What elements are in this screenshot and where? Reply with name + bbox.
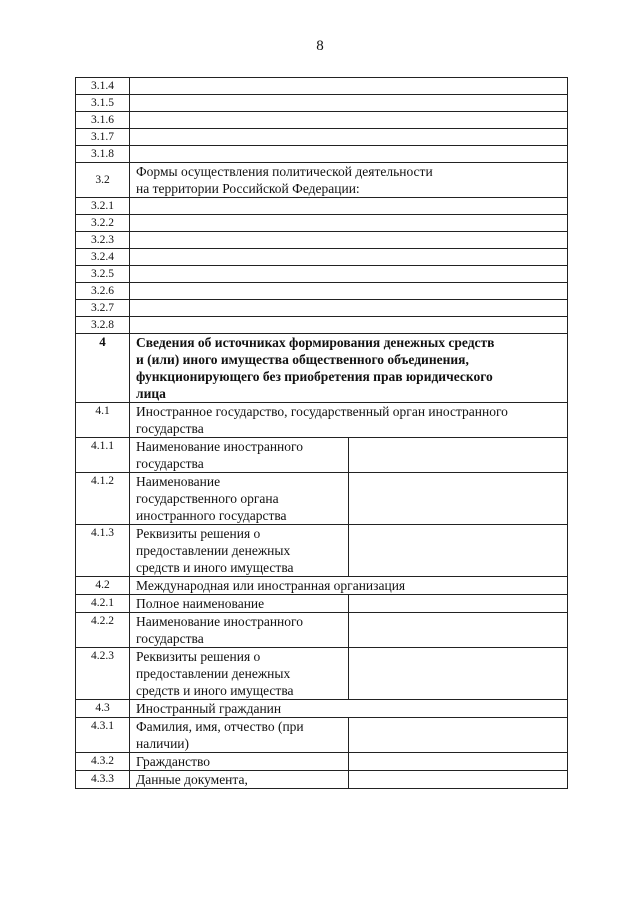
- row-content: [130, 129, 568, 146]
- label-line: Наименование иностранного: [136, 614, 303, 629]
- table-row: [76, 317, 568, 334]
- row-number: 3.2: [76, 163, 130, 198]
- table-row: [76, 753, 568, 771]
- table-row: [76, 300, 568, 317]
- row-number: 4.1: [76, 403, 130, 438]
- row-number: 4: [76, 334, 130, 403]
- label-line: Наименование иностранного: [136, 439, 303, 454]
- table-row: [76, 648, 568, 700]
- table-row: [76, 249, 568, 266]
- row-number: 4.3.3: [76, 771, 130, 789]
- label-line: Реквизиты решения о: [136, 526, 261, 541]
- row-number: 3.1.5: [76, 95, 130, 112]
- row-number: 3.2.6: [76, 283, 130, 300]
- section-4-1-row: [76, 403, 568, 438]
- row-number: 4.1.2: [76, 473, 130, 525]
- table-row: [76, 525, 568, 577]
- label-line: государства: [136, 456, 204, 471]
- table-row: [76, 232, 568, 249]
- table-row: [76, 283, 568, 300]
- field-value: [349, 753, 568, 771]
- table-row: [76, 78, 568, 95]
- label-line: Данные документа,: [136, 772, 248, 787]
- row-number: 4.2.2: [76, 613, 130, 648]
- row-content: [130, 112, 568, 129]
- row-number: 3.1.7: [76, 129, 130, 146]
- label-line: Реквизиты решения о: [136, 649, 261, 664]
- section-4-2-row: [76, 577, 568, 595]
- table-row: [76, 112, 568, 129]
- section-3-2-row: [76, 163, 568, 198]
- table-row: [76, 718, 568, 753]
- title-line: на территории Российской Федерации:: [136, 181, 360, 196]
- row-content: [130, 249, 568, 266]
- field-label: [130, 753, 349, 771]
- section-4-row: [76, 334, 568, 403]
- label-line: наличии): [136, 736, 190, 751]
- row-number: 3.1.8: [76, 146, 130, 163]
- title-line: Сведения об источниках формирования денежных средств: [136, 335, 495, 350]
- field-label: [130, 613, 349, 648]
- row-content: [130, 300, 568, 317]
- section-title: [130, 403, 568, 438]
- field-label: [130, 718, 349, 753]
- row-number: 3.2.7: [76, 300, 130, 317]
- row-number: 4.1.1: [76, 438, 130, 473]
- title-line: государства: [136, 421, 204, 436]
- row-number: 3.2.8: [76, 317, 130, 334]
- form-table: [75, 77, 568, 789]
- label-line: предоставлении денежных: [136, 666, 291, 681]
- label-line: государственного органа: [136, 491, 279, 506]
- table-row: [76, 266, 568, 283]
- field-value: [349, 648, 568, 700]
- table-row: [76, 146, 568, 163]
- table-row: [76, 613, 568, 648]
- section-title: Международная или иностранная организация: [130, 577, 568, 595]
- label-line: Полное наименование: [136, 596, 265, 611]
- row-content: [130, 317, 568, 334]
- field-value: [349, 771, 568, 789]
- label-line: иностранного государства: [136, 508, 287, 523]
- field-label: [130, 771, 349, 789]
- row-number: 3.1.4: [76, 78, 130, 95]
- title-line: Формы осуществления политической деятельности: [136, 164, 433, 179]
- table-row: [76, 595, 568, 613]
- field-label: [130, 525, 349, 577]
- table-row: [76, 95, 568, 112]
- field-value: [349, 613, 568, 648]
- row-number: 4.2.3: [76, 648, 130, 700]
- label-line: Наименование: [136, 474, 221, 489]
- row-number: 3.2.1: [76, 198, 130, 215]
- row-number: 3.2.4: [76, 249, 130, 266]
- label-line: государства: [136, 631, 204, 646]
- section-4-3-row: [76, 700, 568, 718]
- page-number: 8: [316, 38, 324, 54]
- field-label: [130, 595, 349, 613]
- table-row: [76, 771, 568, 789]
- row-number: 4.3.2: [76, 753, 130, 771]
- row-content: [130, 215, 568, 232]
- row-number: 4.2: [76, 577, 130, 595]
- title-line: Иностранное государство, государственный орган иностранного: [136, 404, 508, 419]
- field-value: [349, 718, 568, 753]
- field-value: [349, 525, 568, 577]
- row-number: 4.3.1: [76, 718, 130, 753]
- field-value: [349, 473, 568, 525]
- field-label: [130, 438, 349, 473]
- row-number: 4.3: [76, 700, 130, 718]
- row-content: [130, 232, 568, 249]
- table-row: [76, 198, 568, 215]
- row-number: 3.2.5: [76, 266, 130, 283]
- section-title: [130, 163, 568, 198]
- title-line: функционирующего без приобретения прав юридического: [136, 369, 493, 384]
- label-line: средств и иного имущества: [136, 683, 294, 698]
- row-content: [130, 95, 568, 112]
- row-number: 4.2.1: [76, 595, 130, 613]
- section-title: Иностранный гражданин: [130, 700, 568, 718]
- row-number: 3.1.6: [76, 112, 130, 129]
- label-line: предоставлении денежных: [136, 543, 291, 558]
- field-value: [349, 595, 568, 613]
- table-row: [76, 215, 568, 232]
- label-line: Фамилия, имя, отчество (при: [136, 719, 304, 734]
- title-line: лица: [136, 386, 166, 401]
- row-content: [130, 283, 568, 300]
- row-content: [130, 198, 568, 215]
- label-line: Гражданство: [136, 754, 211, 769]
- row-content: [130, 266, 568, 283]
- row-content: [130, 78, 568, 95]
- label-line: средств и иного имущества: [136, 560, 294, 575]
- title-line: и (или) иного имущества общественного объединения,: [136, 352, 469, 367]
- field-label: [130, 648, 349, 700]
- section-title: [130, 334, 568, 403]
- table-row: [76, 473, 568, 525]
- row-content: [130, 146, 568, 163]
- row-number: 3.2.2: [76, 215, 130, 232]
- field-value: [349, 438, 568, 473]
- row-number: 3.2.3: [76, 232, 130, 249]
- table-row: [76, 129, 568, 146]
- field-label: [130, 473, 349, 525]
- table-row: [76, 438, 568, 473]
- row-number: 4.1.3: [76, 525, 130, 577]
